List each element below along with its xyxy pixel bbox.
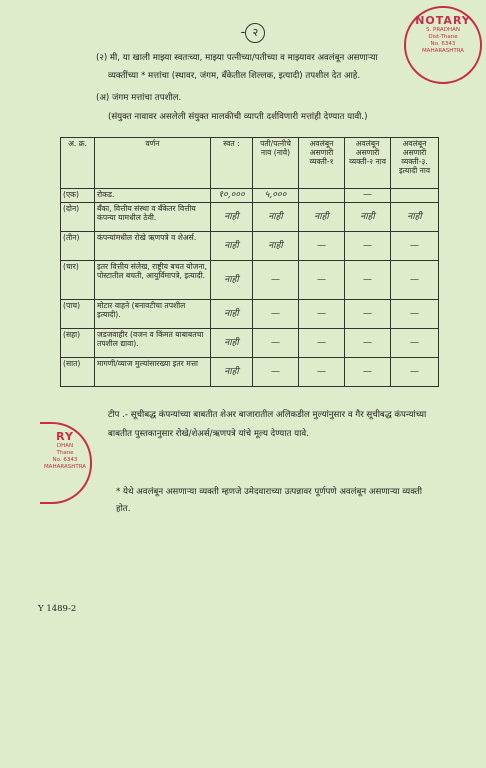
row-self-value: नाही	[211, 300, 253, 329]
row-description: मागणी/व्याज मुल्यांसारख्या इतर मत्ता	[95, 358, 211, 387]
section-note: (संयुक्त नावावर असलेली संयुक्त मालकीची व्याप्ती दर्शविणारी मत्तांही देण्यात यावी.)	[108, 112, 368, 122]
row-self-value: नाही	[211, 203, 253, 232]
movable-assets-table	[60, 137, 439, 387]
row-dependent-1-value: नाही	[299, 203, 345, 232]
row-description: कंपन्यांमधील रोखे ऋणपत्रे व शेअर्स.	[95, 232, 211, 261]
row-self-value: १०,०००	[211, 189, 253, 203]
table-row	[61, 300, 439, 329]
header-spouse: पती/पत्नीचे नाव (नावे)	[253, 138, 299, 189]
row-self-value: नाही	[211, 232, 253, 261]
seal-state: MAHARASHTRA	[421, 48, 465, 54]
seal-name: S. PRADHAN	[426, 27, 460, 33]
row-dependent-3-value: —	[391, 329, 439, 358]
row-dependent-1-value: —	[299, 261, 345, 300]
row-serial: (तीन)	[61, 232, 95, 261]
notary-seal-partial-icon	[40, 422, 92, 504]
header-self: स्वत :	[211, 138, 253, 189]
row-dependent-2-value: नाही	[345, 203, 391, 232]
section-heading: (अ) जंगम मत्तांचा तपशील.	[96, 93, 182, 103]
header-dependent-3: अवलंबून असणारी व्यक्ती-३. इत्यादी नाव	[391, 138, 439, 189]
seal-title: NOTARY	[415, 14, 471, 27]
valuation-note: टीप .- सूचीबद्ध कंपन्यांच्या बाबतीत शेअर बाजारातील अलिकडील मुल्यांनुसार व गैर सूचीबद्ध कंपन्यांच्या बाबतीत पुस्तकानुसार रोखे/शेअर्स/ऋणपत्रे यांचे मूल्य देण्यात यावे.	[108, 410, 427, 439]
seal-name: DHAN	[56, 443, 74, 449]
row-dependent-1-value	[299, 189, 345, 203]
table-row	[61, 189, 439, 203]
header-description: वर्णन	[95, 138, 211, 189]
seal-place: Thane	[56, 450, 74, 456]
row-spouse-value: —	[253, 300, 299, 329]
row-dependent-2-value: —	[345, 261, 391, 300]
row-spouse-value: —	[253, 261, 299, 300]
seal-reg: No. 6343	[52, 457, 78, 463]
form-code: Y 1489-2	[38, 604, 77, 614]
row-dependent-3-value: —	[391, 232, 439, 261]
row-dependent-2-value: —	[345, 232, 391, 261]
row-dependent-1-value: —	[299, 232, 345, 261]
header-dependent-2: अवलंबून असणारी व्यक्ती-२ नाव	[345, 138, 391, 189]
row-self-value: नाही	[211, 358, 253, 387]
row-spouse-value: नाही	[253, 203, 299, 232]
table-header-row	[61, 138, 439, 189]
row-description: इतर वित्तीय संलेख, राष्ट्रीय बचत योजना, पोस्टातील बचती, आयुर्विमापत्रे, इत्यादी.	[95, 261, 211, 300]
row-serial: (दोन)	[61, 203, 95, 232]
row-dependent-2-value: —	[345, 300, 391, 329]
row-spouse-value: —	[253, 358, 299, 387]
row-serial: (सात)	[61, 358, 95, 387]
row-dependent-3-value: —	[391, 300, 439, 329]
row-description: मोटार वाहने (बनावटीचा तपशील इत्यादी).	[95, 300, 211, 329]
row-dependent-3-value: —	[391, 358, 439, 387]
page-number-prefix: -	[240, 25, 246, 40]
seal-state: MAHARASHTRA	[43, 464, 87, 470]
seal-reg: No. 6343	[430, 41, 456, 47]
row-spouse-value: नाही	[253, 232, 299, 261]
dependent-footnote: * येथे अवलंबून असणाऱ्या व्यक्ती म्हणजे उमेदवाराच्या उत्पन्नावर पूर्णपणे अवलंबून असणाऱ्या व्यक्ती होत.	[116, 487, 422, 514]
row-self-value: नाही	[211, 329, 253, 358]
row-dependent-2-value: —	[345, 189, 391, 203]
seal-place: Dist-Thane	[428, 34, 458, 40]
row-dependent-1-value: —	[299, 329, 345, 358]
row-serial: (चार)	[61, 261, 95, 300]
row-spouse-value: ५,०००	[253, 189, 299, 203]
header-serial: अ. क्र.	[61, 138, 95, 189]
row-description: बँका, वित्तीय संस्था व बँकेतर वित्तीय कंपन्या यामधील ठेवी.	[95, 203, 211, 232]
table-row	[61, 203, 439, 232]
table-row	[61, 358, 439, 387]
row-dependent-3-value: —	[391, 261, 439, 300]
row-dependent-1-value: —	[299, 300, 345, 329]
intro-line-1: (२) मी, या खाली माझ्या स्वतःच्या, माझ्या पत्नीच्या/पतीच्या व माझ्यावर अवलंबून असणाऱ्या	[96, 53, 378, 63]
seal-title: RY	[56, 430, 74, 443]
row-dependent-1-value: —	[299, 358, 345, 387]
row-dependent-2-value: —	[345, 358, 391, 387]
page-number-circle: २	[245, 23, 265, 43]
row-description: रोकड.	[95, 189, 211, 203]
page-number	[238, 22, 268, 44]
header-dependent-1: अवलंबून असणारी व्यक्ती-१	[299, 138, 345, 189]
row-dependent-3-value: नाही	[391, 203, 439, 232]
table-row	[61, 232, 439, 261]
table-row	[61, 329, 439, 358]
notary-seal-icon	[404, 6, 482, 84]
row-dependent-3-value	[391, 189, 439, 203]
table-row	[61, 261, 439, 300]
row-dependent-2-value: —	[345, 329, 391, 358]
row-serial: (सहा)	[61, 329, 95, 358]
row-spouse-value: —	[253, 329, 299, 358]
row-description: जडजवाहीर (वजन व किंमत याबाबतचा तपशील द्यावा).	[95, 329, 211, 358]
intro-line-2: व्यक्तींच्या * मत्तांचा (स्थावर, जंगम, बँकेतील शिल्लक, इत्यादी) तपशील देत आहे.	[108, 71, 361, 81]
row-serial: (पाच)	[61, 300, 95, 329]
row-self-value: नाही	[211, 261, 253, 300]
row-serial: (एक)	[61, 189, 95, 203]
